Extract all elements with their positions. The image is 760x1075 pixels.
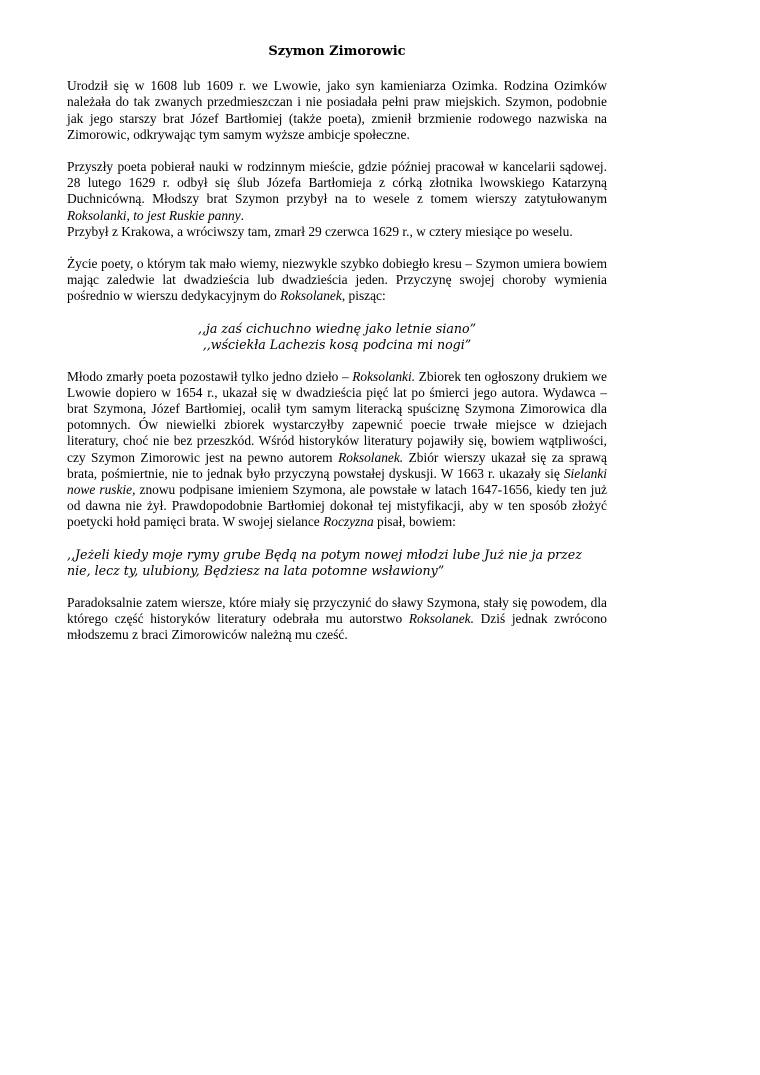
paragraph-gap: [67, 579, 607, 595]
paragraph-paradox-end: Dziś jednak zwrócono młodszemu z braci Zimorowiców należną mu cześć.: [67, 610, 607, 643]
book-title-roksolanek: Roksolanek.: [338, 449, 404, 465]
paragraph-education: [67, 159, 607, 224]
paragraph-birth: Urodził się w 1608 lub 1609 r. we Lwowie, jako syn kamieniarza Ozimka. Rodzina Ozimków należała do tak zwanych przedmieszczan i nie posiadała pełni praw miejskich. Szymon, podobnie jak jego starszy brat Józef Bartłomiej (także poeta), zmienił brzmienie rodowego nazwiska na Zimorowic, odkrywając tym samym wyższe ambicje społeczne.: [67, 78, 607, 142]
paragraph-gap: [67, 240, 607, 256]
paragraph-life-text: Życie poety, o którym tak mało wiemy, niezwykle szybko dobiegło kresu – Szymon umiera bowiem mając zaledwie lat dwadzieścia lub dwadzieścia jeden. Przyczynę swojej choroby wymienia pośrednio w wierszu dedykacyjnym do: [67, 256, 607, 304]
document-page: [67, 44, 607, 643]
paragraph-gap: [67, 305, 607, 321]
paragraph-work-text: znowu podpisane imieniem Szymona, ale powstałe w latach 1647-1656, kiedy ten już od dawna nie żył. Prawdopodobnie Bartłomiej dokonał tej mistyfikacji, aby w ten sposób złożyć poetycki hołd pamięci brata. W swojej sielance: [67, 482, 607, 530]
paragraph-education-end: .: [240, 207, 245, 223]
book-title-roksolanki-full: Roksolanki, to jest Ruskie panny: [67, 207, 241, 223]
paragraph-work-text: Zbiorek ten ogłoszony drukiem we Lwowie dopiero w 1654 r., ukazał się w dwadzieścia pięć lat po śmierci jego autora. Wydawca – brat Szymona, Józef Bartłomiej, ocalił tym samym literacką spuściznę Szymona Zimorowica dla potomnych. Ów niewielki zbiorek wystarczyłby zapewnić poecie trwałe miejsce w dziejach literatury, choć nie bez przeszkód. Wśród historyków literatury pojawiły się, bowiem wątpliwości, czy Szymon Zimorowic jest na pewno autorem: [67, 368, 607, 465]
paragraph-work-text: Młodo zmarły poeta pozostawił tylko jedno dzieło –: [67, 368, 353, 384]
book-title-roksolanki: Roksolanki.: [352, 368, 416, 384]
paragraph-life-end: , pisząc:: [341, 288, 386, 304]
quote-line: ,,wściekła Lachezis kosą podcina mi nogi”: [202, 336, 472, 352]
paragraph-paradox: [67, 595, 607, 644]
quote-line: ,,ja zaś cichuchno wiednę jako letnie siano”: [197, 320, 477, 336]
paragraph-gap: [67, 531, 607, 547]
quote-roczyzna: ,,Jeżeli kiedy moje rymy grube Będą na potym nowej młodzi lube Już nie ja przez nie, lecz ty, ulubiony, Będziesz na lata potomne wsławiony”: [67, 546, 582, 578]
quote-dedication: [67, 321, 607, 353]
book-title-roksolanek: Roksolanek.: [408, 610, 474, 626]
paragraph-life: [67, 256, 607, 305]
paragraph-paradox-text: Paradoksalnie zatem wiersze, które miały się przyczynić do sławy Szymona, stały się powodem, dla którego część historyków literatury odebrała mu autorstwo: [67, 594, 607, 626]
paragraph-work-end: pisał, bowiem:: [373, 514, 456, 530]
paragraph-work: [67, 369, 607, 531]
paragraph-death: Przybył z Krakowa, a wróciwszy tam, zmarł 29 czerwca 1629 r., w cztery miesiące po weselu.: [67, 223, 573, 239]
paragraph-gap: [67, 353, 607, 369]
paragraph-work-text: Zbiór wierszy ukazał się za sprawą brata, pośmiertnie, nie to jednak było przyczyną powstałej dyskusji. W 1663 r. ukazały się: [67, 449, 607, 481]
title-text: Szymon Zimorowic: [268, 44, 406, 59]
book-title-roksolanek: Roksolanek: [280, 288, 342, 304]
paragraph-education-text: Przyszły poeta pobierał nauki w rodzinnym mieście, gdzie później pracował w kancelarii sądowej. 28 lutego 1629 r. odbył się ślub Józefa Bartłomieja z córką złotnika lwowskiego Katarzyną Duchnicówną. Młodszy brat Szymon przybył na to wesele z tomem wierszy zatytułowanym: [67, 159, 607, 207]
document-title: [67, 44, 607, 60]
book-title-sielanki: Sielanki nowe ruskie,: [67, 465, 607, 498]
paragraph-gap: [67, 143, 607, 159]
book-title-roczyzna: Roczyzna: [323, 514, 374, 530]
